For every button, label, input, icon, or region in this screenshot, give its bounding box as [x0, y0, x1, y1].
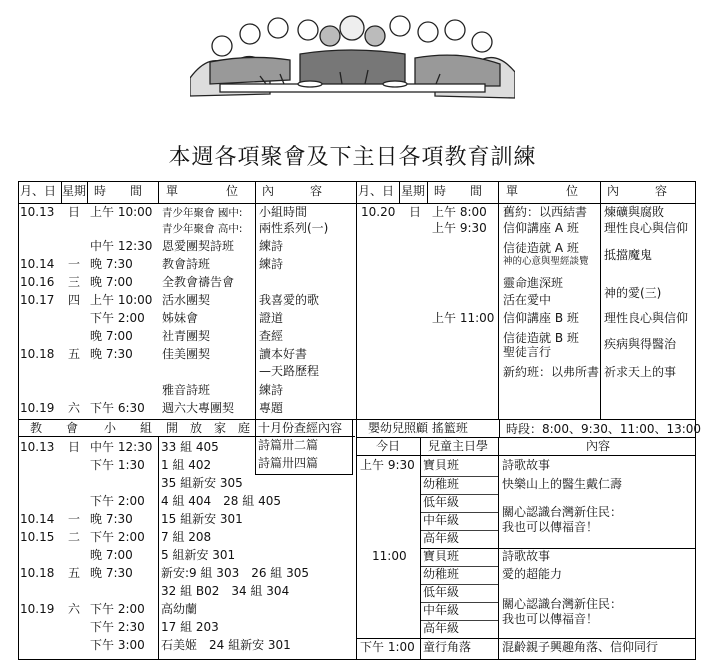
- table-cell: 11:00: [372, 549, 407, 563]
- table-cell: 32 組 B02 34 組 304: [161, 584, 290, 598]
- right-header-weekday: 星期: [401, 184, 426, 198]
- table-cell: 下午 2:00: [90, 494, 145, 508]
- table-cell: 活在愛中: [503, 293, 552, 307]
- scripture-line: 詩篇卅二篇: [258, 438, 319, 452]
- table-cell: 10.18: [20, 347, 55, 361]
- table-cell: 晚 7:00: [90, 275, 133, 289]
- table-cell: 練詩: [259, 257, 284, 271]
- table-cell: 上午 10:00: [90, 293, 153, 307]
- table-cell: 佳美團契: [162, 347, 211, 361]
- table-cell: 日: [68, 440, 81, 454]
- page-title: 本週各項聚會及下主日各項教育訓練: [168, 145, 537, 170]
- table-cell: 青少年聚會 高中:: [162, 223, 243, 235]
- table-cell: 中年級: [423, 513, 460, 527]
- left-header-time: 時 間: [94, 184, 143, 198]
- table-cell: 10.20: [361, 205, 396, 219]
- table-cell: 下午 2:30: [90, 620, 145, 634]
- table-cell: 中年級: [423, 603, 460, 617]
- table-cell: 4 組 404 28 組 405: [161, 494, 281, 508]
- table-cell: 高年級: [423, 621, 460, 635]
- right-header-time: 時 間: [434, 184, 483, 198]
- table-cell: 10.16: [20, 275, 55, 289]
- table-cell: 信仰講座 A 班: [503, 221, 579, 235]
- table-cell: 六: [68, 401, 81, 415]
- table-cell: 一: [68, 257, 81, 271]
- table-cell: 下午 6:30: [90, 401, 145, 415]
- table-cell: 幼稚班: [423, 477, 460, 491]
- table-cell: 週六大專團契: [162, 401, 235, 415]
- table-cell: 35 組新安 305: [161, 476, 243, 490]
- table-cell: 下午 2:00: [90, 530, 145, 544]
- right-header-date: 月、日: [358, 184, 395, 198]
- table-cell: 新約班：以弗所書: [503, 365, 600, 379]
- table-cell: 一: [68, 512, 81, 526]
- table-cell: 上午 9:30: [360, 458, 415, 472]
- table-cell: 神的心意與聖經談覽: [503, 256, 589, 267]
- table-cell: 下午 1:30: [90, 458, 145, 472]
- table-cell: 全教會禱告會: [162, 275, 235, 289]
- group-header-small: 小 組: [104, 421, 153, 435]
- last-supper-illustration: [190, 6, 515, 106]
- table-cell: 二: [68, 530, 81, 544]
- table-cell: 15 組新安 301: [161, 512, 243, 526]
- table-cell: 33 組 405: [161, 440, 219, 454]
- table-cell: 青少年聚會 國中:: [162, 207, 243, 219]
- table-cell: 詩歌故事: [502, 549, 551, 563]
- table-cell: 教會詩班: [162, 257, 211, 271]
- table-cell: 理性良心與信仰: [604, 311, 689, 325]
- table-cell: 上午 11:00: [432, 311, 495, 325]
- table-cell: 姊妹會: [162, 311, 199, 325]
- table-cell: 抵擋魔鬼: [604, 248, 653, 262]
- table-cell: 寶貝班: [423, 549, 460, 563]
- table-cell: 10.18: [20, 566, 55, 580]
- ss-header-content: 內容: [586, 439, 611, 453]
- table-cell: 煉礦與腐敗: [604, 205, 665, 219]
- table-cell: 練詩: [259, 239, 284, 253]
- table-cell: 晚 7:30: [90, 257, 133, 271]
- table-cell: 五: [68, 347, 81, 361]
- table-cell: 7 組 208: [161, 530, 212, 544]
- table-cell: 低年級: [423, 585, 460, 599]
- table-cell: 晚 7:00: [90, 329, 133, 343]
- table-cell: 兩性系列(一): [259, 221, 329, 235]
- table-cell: 10.14: [20, 512, 55, 526]
- table-cell: 快樂山上的醫生戴仁壽: [502, 477, 623, 491]
- table-cell: 三: [68, 275, 81, 289]
- table-cell: 社青團契: [162, 329, 211, 343]
- table-cell: 靈命進深班: [503, 276, 564, 290]
- table-cell: 下午 3:00: [90, 638, 145, 652]
- table-cell: 我喜愛的歌: [259, 293, 320, 307]
- table-cell: 5 組新安 301: [161, 548, 236, 562]
- scripture-header: 十月份查經內容: [258, 421, 343, 435]
- table-cell: 專題: [259, 401, 284, 415]
- table-cell: 晚 7:30: [90, 512, 133, 526]
- right-header-unit: 單 位: [506, 184, 579, 198]
- table-cell: 晚 7:00: [90, 548, 133, 562]
- table-cell: 混齡親子興趣角落、信仰同行: [502, 640, 659, 654]
- table-cell: 日: [409, 205, 422, 219]
- table-cell: 新安:9 組 303 26 組 305: [161, 566, 310, 580]
- left-header-unit: 單 位: [166, 184, 239, 198]
- table-cell: 關心認識台灣新住民：: [502, 505, 623, 519]
- table-cell: 中午 12:30: [90, 440, 153, 454]
- table-cell: 10.13: [20, 440, 55, 454]
- table-cell: 神的愛(三): [604, 286, 662, 300]
- table-cell: 恩愛團契詩班: [162, 239, 235, 253]
- table-cell: 六: [68, 602, 81, 616]
- left-header-content: 內 容: [262, 184, 323, 198]
- table-cell: 上午 10:00: [90, 205, 153, 219]
- scripture-line: 詩篇卅四篇: [258, 456, 319, 470]
- ss-header-class: 兒童主日學: [428, 439, 489, 453]
- table-cell: 1 組 402: [161, 458, 212, 472]
- table-cell: 我也可以傳福音！: [502, 612, 599, 626]
- table-cell: 下午 2:00: [90, 602, 145, 616]
- table-cell: 四: [68, 293, 81, 307]
- right-header-content: 內 容: [607, 184, 668, 198]
- ss-header-today: 今日: [376, 439, 401, 453]
- table-cell: 石美姬 24 組新安 301: [161, 638, 291, 652]
- table-cell: 低年級: [423, 495, 460, 509]
- left-header-weekday: 星期: [62, 184, 87, 198]
- table-cell: 聖徒言行: [503, 345, 552, 359]
- table-cell: 祈求天上的事: [604, 365, 677, 379]
- table-cell: 10.15: [20, 530, 55, 544]
- table-cell: 疾病與得醫治: [604, 337, 677, 351]
- table-cell: 我也可以傳福音！: [502, 520, 599, 534]
- table-cell: 童行角落: [423, 640, 472, 654]
- table-cell: 信徒造就 A 班: [503, 241, 579, 255]
- table-cell: 活水團契: [162, 293, 211, 307]
- nursery-times: 時段：8:00、9:30、11:00、13:00: [506, 422, 702, 436]
- table-cell: 10.19: [20, 401, 55, 415]
- table-cell: 讀本好書: [259, 347, 308, 361]
- table-cell: 詩歌故事: [502, 458, 551, 472]
- table-cell: 練詩: [259, 383, 284, 397]
- nursery-title: 嬰幼兒照顧 搖籃班: [368, 421, 468, 435]
- table-cell: 下午 2:00: [90, 311, 145, 325]
- table-cell: 高年級: [423, 531, 460, 545]
- group-header-open-home: 開 放 家 庭: [166, 421, 251, 435]
- table-cell: 愛的超能力: [502, 567, 563, 581]
- table-cell: 中午 12:30: [90, 239, 153, 253]
- table-cell: 日: [68, 205, 81, 219]
- table-cell: 10.17: [20, 293, 55, 307]
- group-header-church: 教 會: [30, 421, 79, 435]
- table-cell: 晚 7:30: [90, 347, 133, 361]
- table-cell: 關心認識台灣新住民：: [502, 597, 623, 611]
- left-header-date: 月、日: [20, 184, 57, 198]
- table-cell: 上午 8:00: [432, 205, 487, 219]
- table-cell: 10.19: [20, 602, 55, 616]
- table-cell: 五: [68, 566, 81, 580]
- table-cell: 信徒造就 B 班: [503, 331, 579, 345]
- table-cell: 舊約：以西結書: [503, 205, 588, 219]
- table-cell: 證道: [259, 311, 284, 325]
- table-cell: 理性良心與信仰: [604, 221, 689, 235]
- table-cell: —天路歷程: [259, 364, 320, 378]
- table-cell: 查經: [259, 329, 284, 343]
- table-cell: 雅音詩班: [162, 383, 211, 397]
- table-cell: 幼稚班: [423, 567, 460, 581]
- table-cell: 寶貝班: [423, 458, 460, 472]
- table-cell: 高幼蘭: [161, 602, 198, 616]
- table-cell: 小組時間: [259, 205, 308, 219]
- table-cell: 晚 7:30: [90, 566, 133, 580]
- table-cell: 17 組 203: [161, 620, 219, 634]
- table-cell: 下午 1:00: [360, 640, 415, 654]
- table-cell: 上午 9:30: [432, 221, 487, 235]
- table-cell: 10.14: [20, 257, 55, 271]
- table-cell: 10.13: [20, 205, 55, 219]
- table-cell: 信仰講座 B 班: [503, 311, 579, 325]
